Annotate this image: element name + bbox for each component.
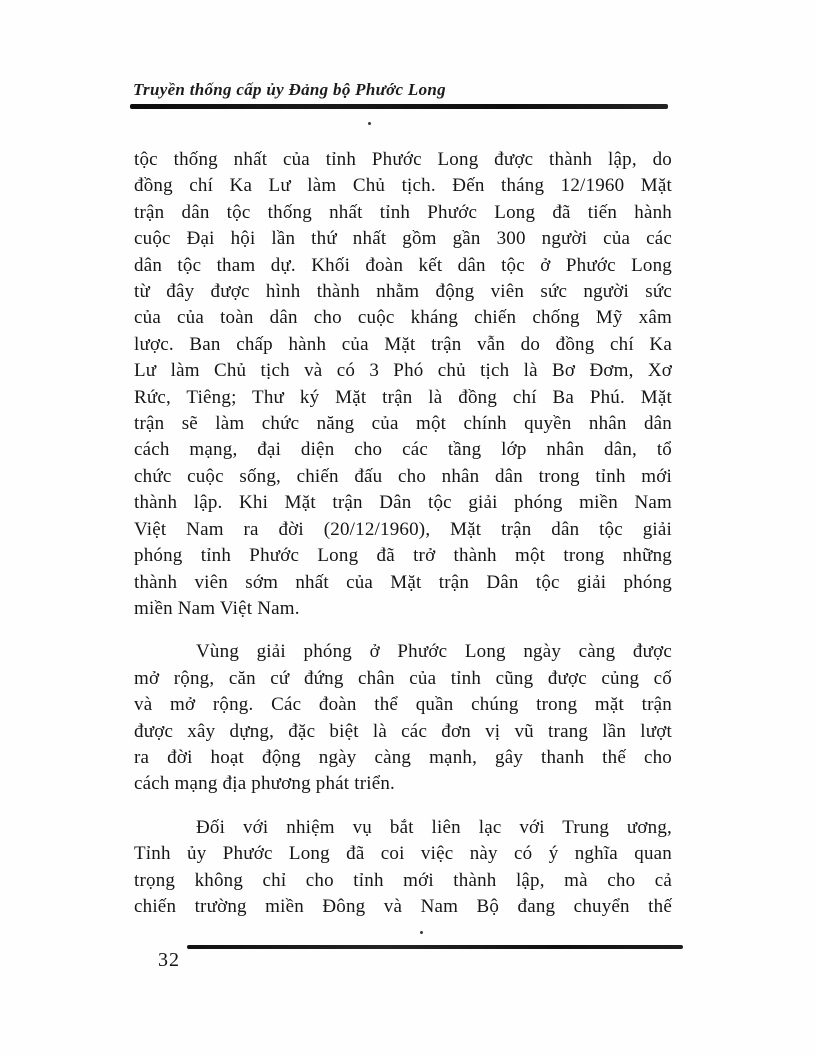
text-line: trọng không chỉ cho tỉnh mới thành lập, mà cho cả (134, 869, 672, 891)
text-line: Tỉnh ủy Phước Long đã coi việc này có ý nghĩa quan (134, 843, 672, 865)
page-body (134, 147, 672, 937)
text-line: đồng chí Ka Lư làm Chủ tịch. Đến tháng 12/1960 Mặt (134, 175, 672, 197)
page-number: 32 (158, 949, 180, 971)
text-line: cách mạng địa phương phát triển. (134, 773, 395, 795)
running-header-title: Truyền thống cấp ủy Đảng bộ Phước Long (133, 80, 446, 99)
text-line: trận sẽ làm chức năng của một chính quyền nhân dân (134, 413, 672, 435)
text-line: mở rộng, căn cứ đứng chân của tỉnh cũng được củng cố (134, 667, 672, 689)
text-line: của của toàn dân cho cuộc kháng chiến chống Mỹ xâm (134, 307, 672, 329)
text-line: phóng tỉnh Phước Long đã trở thành một trong những (134, 545, 672, 567)
paragraph-2 (134, 639, 672, 797)
text-line: cách mạng, đại diện cho các tầng lớp nhân dân, tổ (134, 439, 672, 461)
text-line: tộc thống nhất của tỉnh Phước Long được thành lập, do (134, 149, 672, 170)
text-line: chức cuộc sống, chiến đấu cho nhân dân trong tỉnh mới (134, 465, 672, 487)
text-line: lược. Ban chấp hành của Mặt trận vẫn do đồng chí Ka (134, 333, 672, 355)
scan-speck (420, 931, 423, 934)
text-line: chiến trường miền Đông và Nam Bộ đang chuyển thế (134, 895, 672, 917)
text-line: Việt Nam ra đời (20/12/1960), Mặt trận dân tộc giải (134, 518, 672, 540)
text-line: trận dân tộc thống nhất tỉnh Phước Long đã tiến hành (134, 201, 672, 223)
text-line: và mở rộng. Các đoàn thể quần chúng trong mặt trận (134, 694, 672, 716)
footer-rule (187, 945, 683, 949)
text-line: cuộc Đại hội lần thứ nhất gồm gần 300 người của các (134, 228, 672, 250)
text-line: miền Nam Việt Nam. (134, 597, 300, 619)
text-line: Rức, Tiêng; Thư ký Mặt trận là đồng chí Ba Phú. Mặt (134, 386, 672, 408)
text-line: dân tộc tham dự. Khối đoàn kết dân tộc ở Phước Long (134, 254, 672, 276)
paragraph-3 (134, 815, 672, 921)
text-line: ra đời hoạt động ngày càng mạnh, gây thanh thế cho (134, 746, 672, 768)
paragraph-1 (134, 147, 672, 622)
text-line: được xây dựng, đặc biệt là các đơn vị vũ trang lần lượt (134, 720, 672, 742)
text-line: Vùng giải phóng ở Phước Long ngày càng được (196, 641, 672, 663)
text-line: thành lập. Khi Mặt trận Dân tộc giải phóng miền Nam (134, 492, 672, 514)
text-line: Đối với nhiệm vụ bắt liên lạc với Trung ương, (196, 816, 672, 838)
text-line: từ đây được hình thành nhằm động viên sức người sức (134, 281, 672, 303)
text-line: thành viên sớm nhất của Mặt trận Dân tộc giải phóng (134, 571, 672, 593)
scan-speck (368, 122, 371, 125)
text-line: Lư làm Chủ tịch và có 3 Phó chủ tịch là Bơ Đơm, Xơ (134, 360, 672, 382)
header-rule (130, 104, 668, 109)
